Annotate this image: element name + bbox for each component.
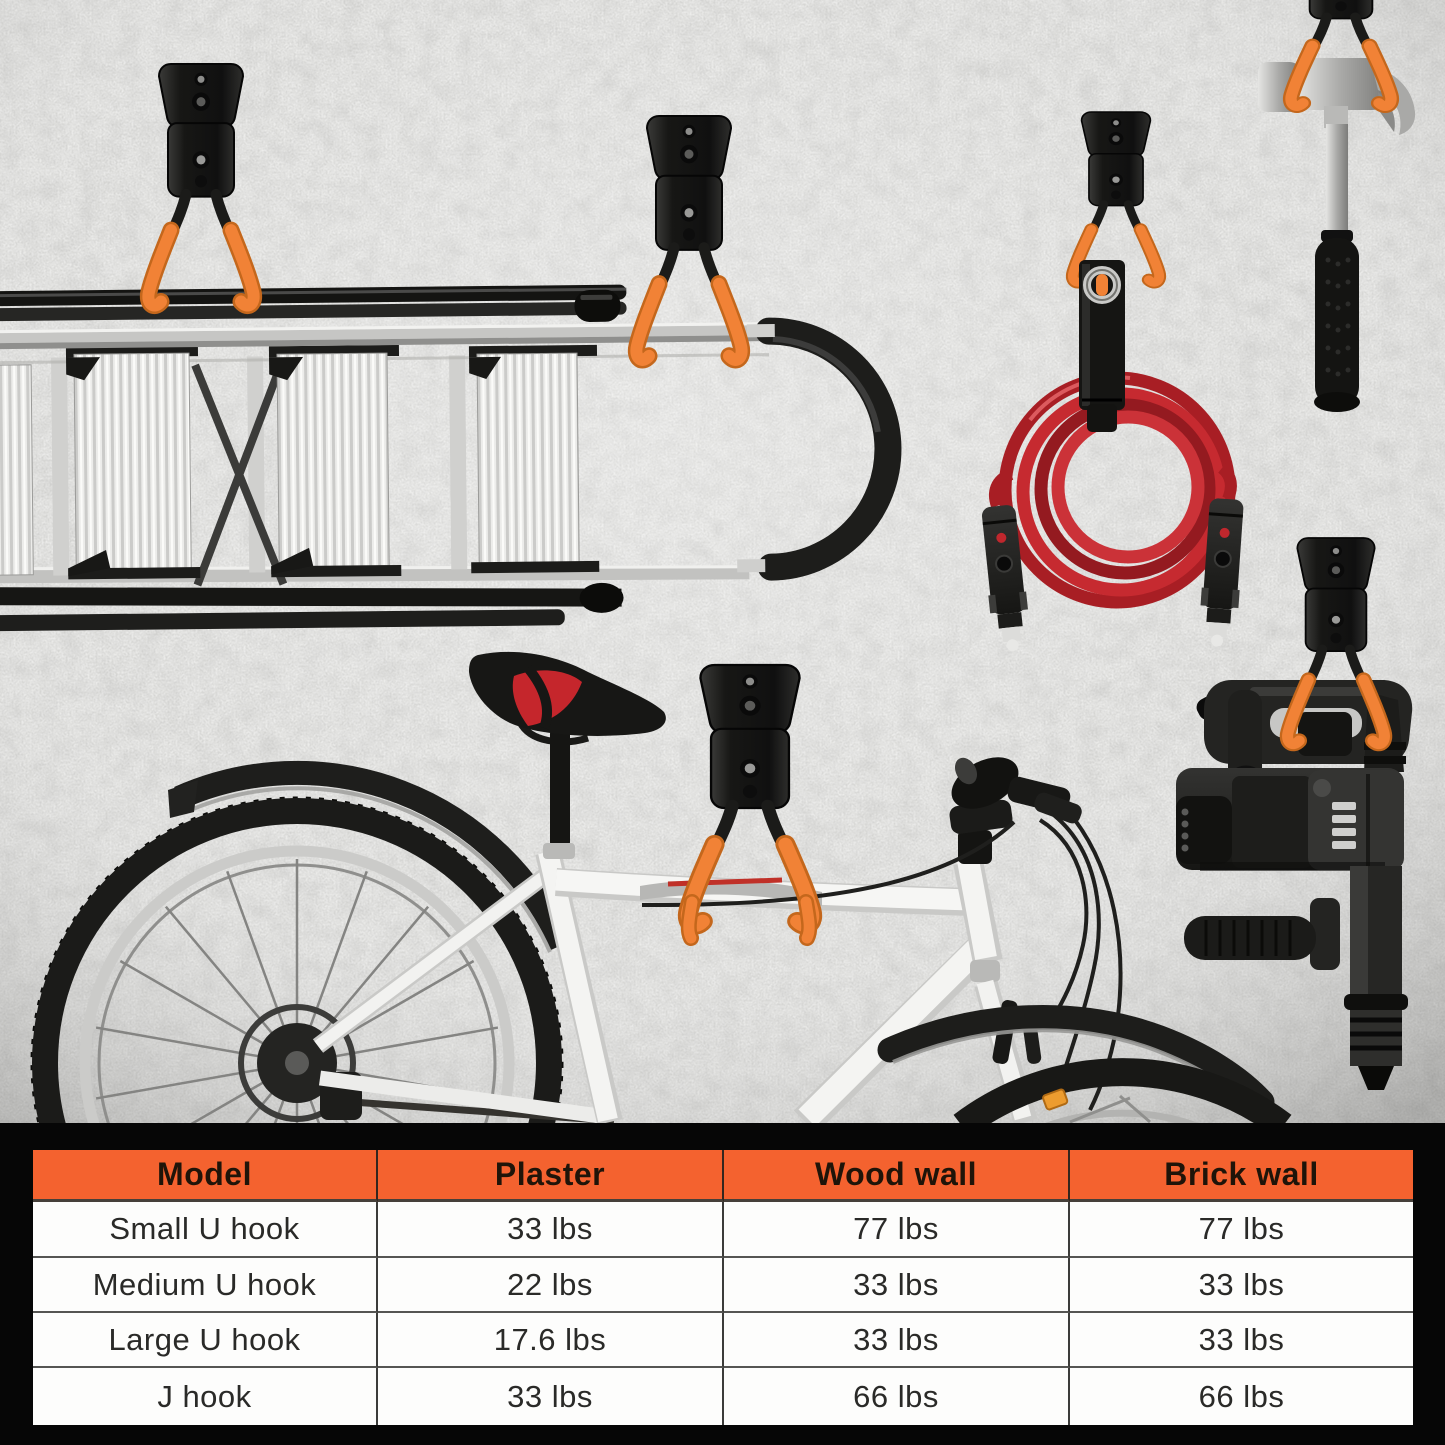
table-cell: 66 lbs (724, 1368, 1070, 1425)
header-cell-brick-wall: Brick wall (1070, 1150, 1413, 1202)
table-row-model: Small U hook (33, 1202, 378, 1258)
table-cell: 17.6 lbs (378, 1313, 724, 1368)
table-cell: 33 lbs (724, 1258, 1070, 1313)
table-band (0, 1123, 1445, 1445)
table-cell: 22 lbs (378, 1258, 724, 1313)
table-cell: 33 lbs (1070, 1258, 1413, 1313)
table-cell: 33 lbs (1070, 1313, 1413, 1368)
ladder-step (269, 345, 401, 577)
table-cell: 66 lbs (1070, 1368, 1413, 1425)
table-cell: 33 lbs (378, 1368, 724, 1425)
header-cell-wood-wall: Wood wall (724, 1150, 1070, 1202)
cord-strap (1079, 260, 1125, 432)
table-cell: 33 lbs (724, 1313, 1070, 1368)
table-cell: 77 lbs (724, 1202, 1070, 1258)
table-cell: 33 lbs (378, 1202, 724, 1258)
table-cell: 77 lbs (1070, 1202, 1413, 1258)
table-row-model: J hook (33, 1368, 378, 1425)
ladder-step (66, 345, 200, 579)
header-cell-plaster: Plaster (378, 1150, 724, 1202)
header-cell-model: Model (33, 1150, 378, 1202)
table-row-model: Large U hook (33, 1313, 378, 1368)
spec-table (33, 1150, 1413, 1425)
table-row-model: Medium U hook (33, 1258, 378, 1313)
